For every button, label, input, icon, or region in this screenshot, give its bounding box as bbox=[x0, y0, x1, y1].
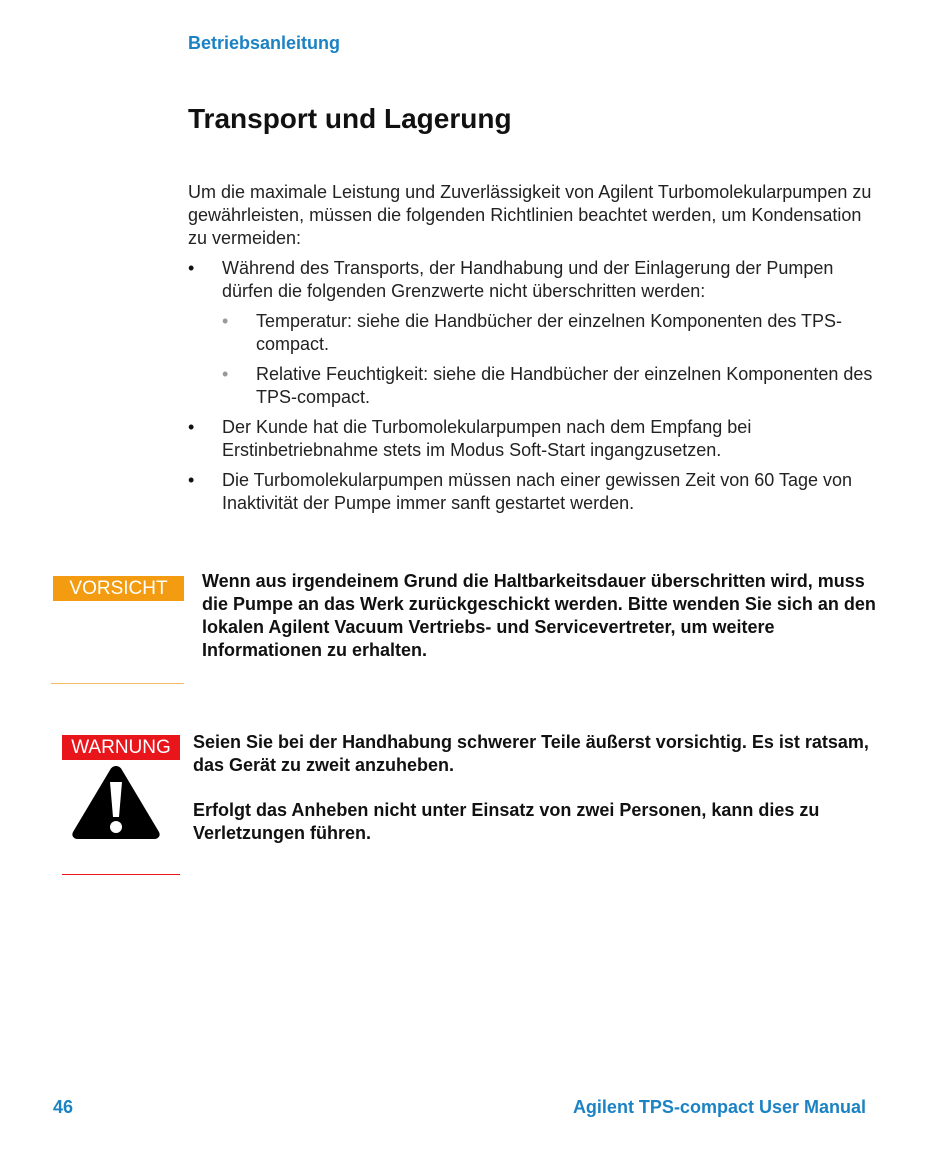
warning-text bbox=[193, 731, 869, 867]
bullet-icon: • bbox=[188, 417, 195, 437]
list-item bbox=[188, 257, 878, 409]
body-content bbox=[188, 181, 878, 522]
sub-bullet-icon: • bbox=[222, 311, 229, 331]
bullet-icon: • bbox=[188, 258, 195, 278]
page-title: Transport und Lagerung bbox=[188, 103, 512, 134]
sub-list-item bbox=[222, 310, 878, 356]
page-number: 46 bbox=[53, 1097, 74, 1117]
sub-list bbox=[222, 310, 878, 409]
caution-badge: VORSICHT bbox=[53, 576, 184, 601]
list-item bbox=[188, 416, 878, 462]
list-item-text: Während des Transports, der Handhabung und der Einlagerung der Pumpen dürfen die folgenden Grenzwerte nicht überschritten werden: bbox=[222, 258, 834, 301]
caution-divider bbox=[51, 683, 184, 684]
warning-divider bbox=[62, 874, 180, 875]
sub-list-item bbox=[222, 363, 878, 409]
list-item bbox=[188, 469, 878, 515]
intro-paragraph: Um die maximale Leistung und Zuverlässigkeit von Agilent Turbomolekularpumpen zu gewährleisten, müssen die folgenden Richtlinien beachtet werden, um Kondensation zu vermeiden: bbox=[188, 182, 872, 248]
sub-bullet-icon: • bbox=[222, 364, 229, 384]
sub-list-item-text: Relative Feuchtigkeit: siehe die Handbücher der einzelnen Komponenten des TPS-compact. bbox=[256, 364, 873, 407]
caution-text: Wenn aus irgendeinem Grund die Haltbarkeitsdauer überschritten wird, muss die Pumpe an das Werk zurückgeschickt werden. Bitte wenden Sie sich an den lokalen Agilent Vacuum Vertriebs- und Servicevertreter, um weitere Informationen zu erhalten. bbox=[202, 571, 876, 660]
list-item-text: Der Kunde hat die Turbomolekularpumpen nach dem Empfang bei Erstinbetriebnahme stets im Modus Soft-Start ingangzusetzen. bbox=[222, 417, 752, 460]
warning-paragraph: Erfolgt das Anheben nicht unter Einsatz von zwei Personen, kann dies zu Verletzungen führen. bbox=[193, 800, 820, 843]
footer-manual-title: Agilent TPS-compact User Manual bbox=[572, 1097, 866, 1117]
warning-paragraph: Seien Sie bei der Handhabung schwerer Teile äußerst vorsichtig. Es ist ratsam, das Gerät zu zweit anzuheben. bbox=[193, 732, 869, 775]
sub-list-item-text: Temperatur: siehe die Handbücher der einzelnen Komponenten des TPS-compact. bbox=[256, 311, 843, 354]
warning-badge: WARNUNG bbox=[62, 735, 180, 760]
bullet-list bbox=[188, 257, 878, 515]
bullet-icon: • bbox=[188, 470, 195, 490]
warning-triangle-icon bbox=[70, 762, 162, 840]
section-header: Betriebsanleitung bbox=[188, 33, 341, 53]
list-item-text: Die Turbomolekularpumpen müssen nach einer gewissen Zeit von 60 Tage von Inaktivität der Pumpe immer sanft gestartet werden. bbox=[222, 470, 853, 513]
